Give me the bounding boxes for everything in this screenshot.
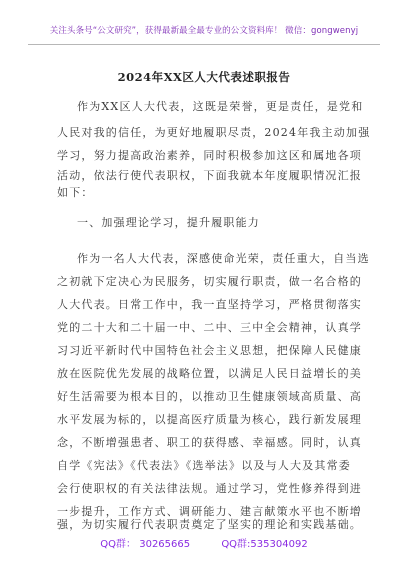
body-line: 一步提升，工作方式、调研能力、建言献策水平也不断增 [57, 505, 362, 518]
body-line: 人大代表。日常工作中，我一直坚持学习，严格贯彻落实 [57, 298, 362, 311]
body-line: 作为一名人大代表，深感使命光荣，责任重大，自当选 [77, 252, 370, 265]
intro-line: 作为XX区人大代表，这既是荣誉，更是责任，是党和 [77, 100, 364, 113]
body-line: 会行使职权的有关法律法规。通过学习，党性修养得到进 [57, 482, 362, 495]
body-line: 放在医院优先发展的战略位置，以满足人民日益增长的美 [57, 367, 362, 380]
body-line: 水平发展为标的，以提高医疗质量为核心，践行新发展理 [57, 413, 362, 426]
intro-line: 活动，依法行使代表职权，下面我就本年度履职情况汇报 [57, 169, 362, 182]
section-heading: 一、加强理论学习，提升履职能力 [77, 216, 260, 229]
footer-qq-group-2: QQ群:535304092 [221, 539, 308, 550]
intro-line: 学习，努力提高政治素养，同时积极参加这区和属地各项 [57, 149, 362, 162]
body-line: 念，不断增强患者、职工的获得感、幸福感。同时，认真 [57, 436, 362, 449]
body-line: 好生活需要为根本目的，以推动卫生健康领域高质量、高 [57, 390, 362, 403]
body-line: 强，为切实履行代表职责奠定了坚实的理论和实践基础。 [57, 518, 362, 531]
body-line: 之初就下定决心为民服务，切实履行职责，做一名合格的 [57, 275, 362, 288]
body-line: 习习近平新时代中国特色社会主义思想，把保障人民健康 [57, 344, 362, 357]
header-divider [28, 44, 380, 45]
body-line: 党的二十大和二十届一中、二中、三中全会精神，认真学 [57, 321, 362, 334]
header-note: 关注头条号“公文研究”，获得最新最全最专业的公文资料库！ 微信：gongwenyj [49, 26, 359, 36]
body-line: 自学《宪法》《代表法》《选举法》以及与人大及其常委 [57, 459, 351, 472]
intro-line: 如下： [57, 186, 94, 199]
footer-contact [0, 535, 408, 550]
footer-qq-group-1: QQ群： 30265665 [100, 539, 191, 550]
document-title: 2024年XX区人大代表述职报告 [117, 70, 291, 84]
intro-line: 人民对我的信任，为更好地履职尽责，2024年我主动加强 [57, 126, 371, 139]
